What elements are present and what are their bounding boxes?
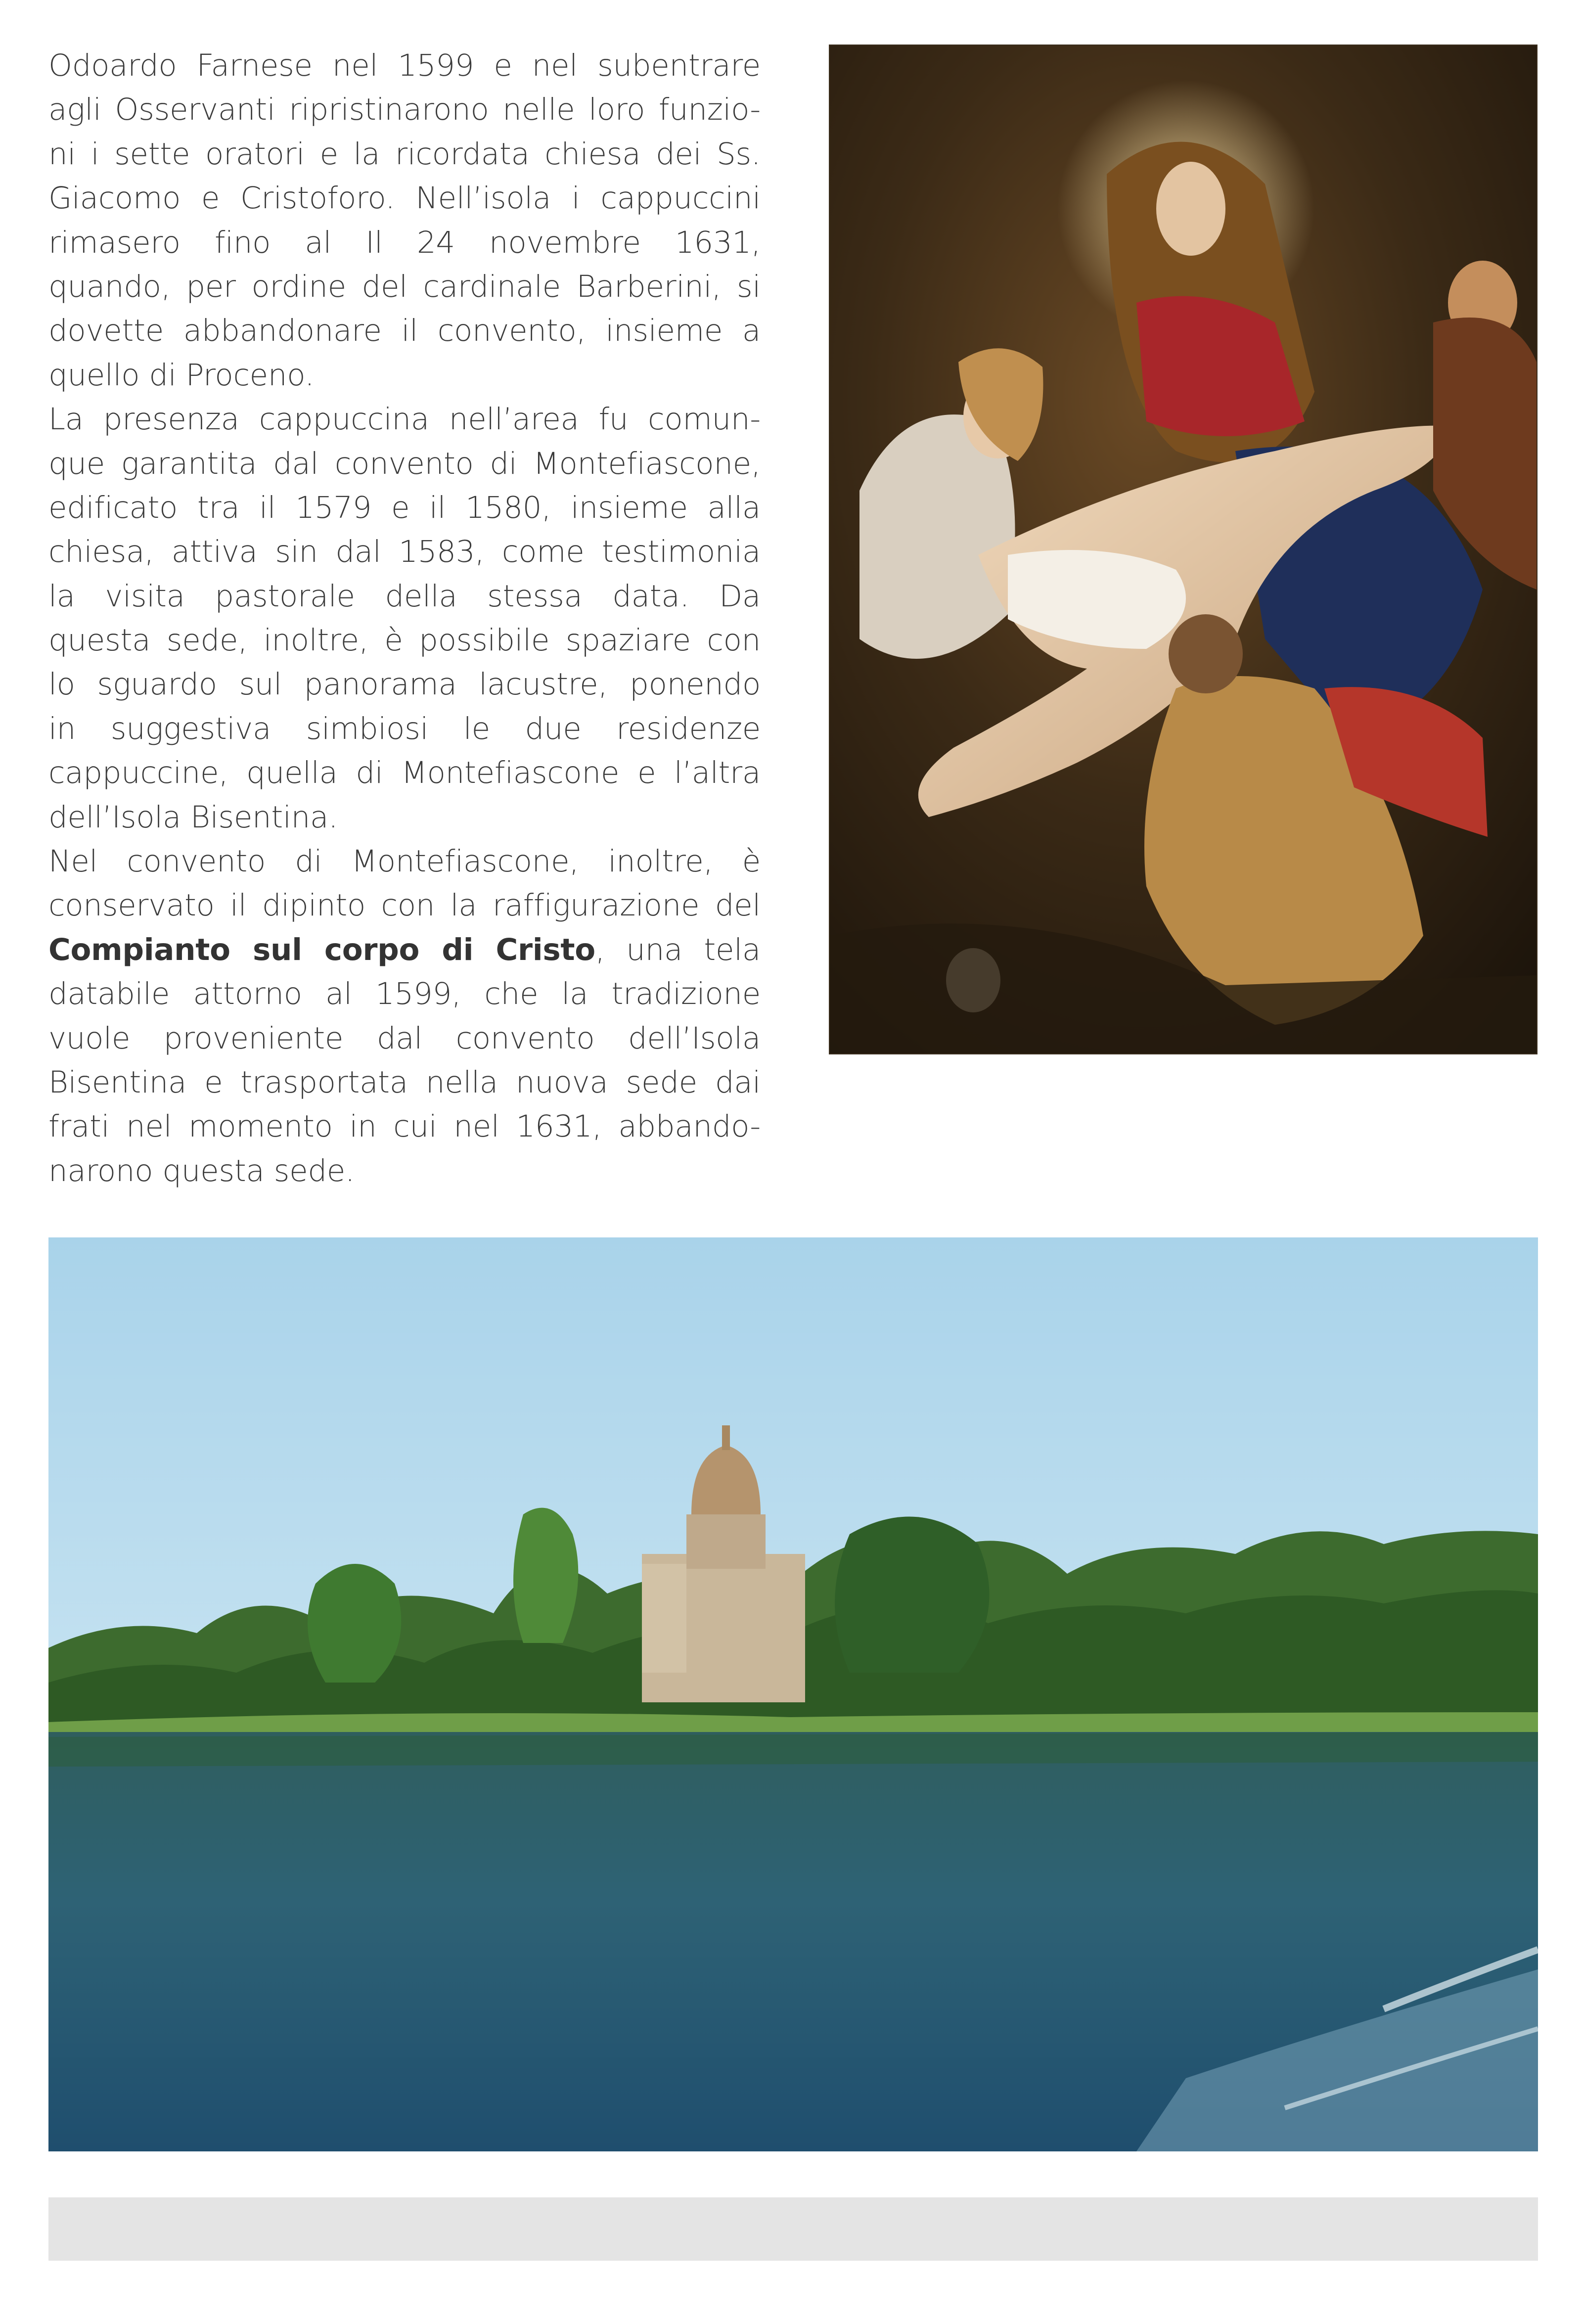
body-text-line <box>48 928 761 972</box>
body-text-line <box>48 442 761 486</box>
body-text-segment: dovette abbandonare il convento, insieme a <box>48 313 761 349</box>
body-text-line <box>48 883 761 927</box>
body-text-segment: edificato tra il 1579 e il 1580, insieme alla <box>48 490 761 525</box>
body-text-segment: vuole proveniente dal convento dell’Isola <box>48 1020 761 1056</box>
body-text-line <box>48 618 761 662</box>
body-text-segment: questa sede, inoltre, è possibile spaziare con <box>48 623 761 658</box>
body-text-segment: chiesa, attiva sin dal 1583, come testimonia <box>48 534 761 570</box>
body-text-line <box>48 221 761 265</box>
body-text-segment: dell’Isola Bisentina. <box>48 799 338 835</box>
body-text-segment: Odoardo Farnese nel 1599 e nel subentrare <box>48 48 761 83</box>
body-text-segment: cappuccine, quella di Montefiascone e l’altra <box>48 755 761 791</box>
body-text-segment: que garantita dal convento di Montefiascone, <box>48 446 761 481</box>
body-text-line <box>48 353 761 397</box>
body-text-segment: rimasero fino al Il 24 novembre 1631, <box>48 225 761 260</box>
body-text-line <box>48 662 761 706</box>
body-text-segment: frati nel momento in cui nel 1631, abbando- <box>48 1109 761 1144</box>
body-text-line <box>48 132 761 176</box>
body-text-line <box>48 1016 761 1060</box>
body-text-segment: Bisentina e trasportata nella nuova sede dai <box>48 1064 761 1100</box>
body-text-line <box>48 1149 761 1193</box>
body-text-line <box>48 265 761 309</box>
body-text-segment: La presenza cappuccina nell’area fu comun- <box>48 402 761 437</box>
body-text-line <box>48 972 761 1016</box>
body-text-segment: quello di Proceno. <box>48 357 315 393</box>
body-text-segment: agli Osservanti ripristinarono nelle loro funzio- <box>48 92 761 128</box>
body-text-line <box>48 1104 761 1148</box>
body-text-line <box>48 88 761 132</box>
body-text-line <box>48 1060 761 1104</box>
painting-icon <box>830 46 1537 1053</box>
body-text-line <box>48 839 761 883</box>
landscape-photo-icon <box>48 1237 1538 2151</box>
body-text-line <box>48 530 761 574</box>
body-text-segment: Nel convento di Montefiascone, inoltre, è <box>48 844 761 879</box>
body-text-line <box>48 486 761 530</box>
body-text-segment: ni i sette oratori e la ricordata chiesa dei Ss. <box>48 136 761 172</box>
body-text-segment: lo sguardo sul panorama lacustre, ponendo <box>48 667 761 702</box>
body-text-segment: quando, per ordine del cardinale Barberini, si <box>48 269 761 304</box>
body-text-segment: Giacomo e Cristoforo. Nell’isola i cappuccini <box>48 181 761 216</box>
painting-compianto-image <box>829 45 1538 1054</box>
body-text-line <box>48 574 761 618</box>
body-text-segment: , una tela <box>595 932 761 967</box>
body-text-line <box>48 707 761 751</box>
painting-title-bold: Compianto sul corpo di Cristo <box>48 932 595 967</box>
body-text-line <box>48 44 761 88</box>
body-text-segment: la visita pastorale della stessa data. Da <box>48 578 761 614</box>
body-text-column <box>48 44 761 1193</box>
body-text-line <box>48 751 761 795</box>
body-text-line <box>48 795 761 839</box>
body-text-line <box>48 397 761 441</box>
body-text-segment: in suggestiva simbiosi le due residenze <box>48 711 761 746</box>
body-text-segment: conservato il dipinto con la raffigurazione del <box>48 888 761 923</box>
footer-band <box>48 2197 1538 2261</box>
body-text-line <box>48 309 761 353</box>
body-text-line <box>48 176 761 220</box>
body-text-segment: narono questa sede. <box>48 1153 355 1188</box>
body-text-segment: databile attorno al 1599, che la tradizione <box>48 976 761 1012</box>
lake-island-photo <box>48 1237 1538 2151</box>
